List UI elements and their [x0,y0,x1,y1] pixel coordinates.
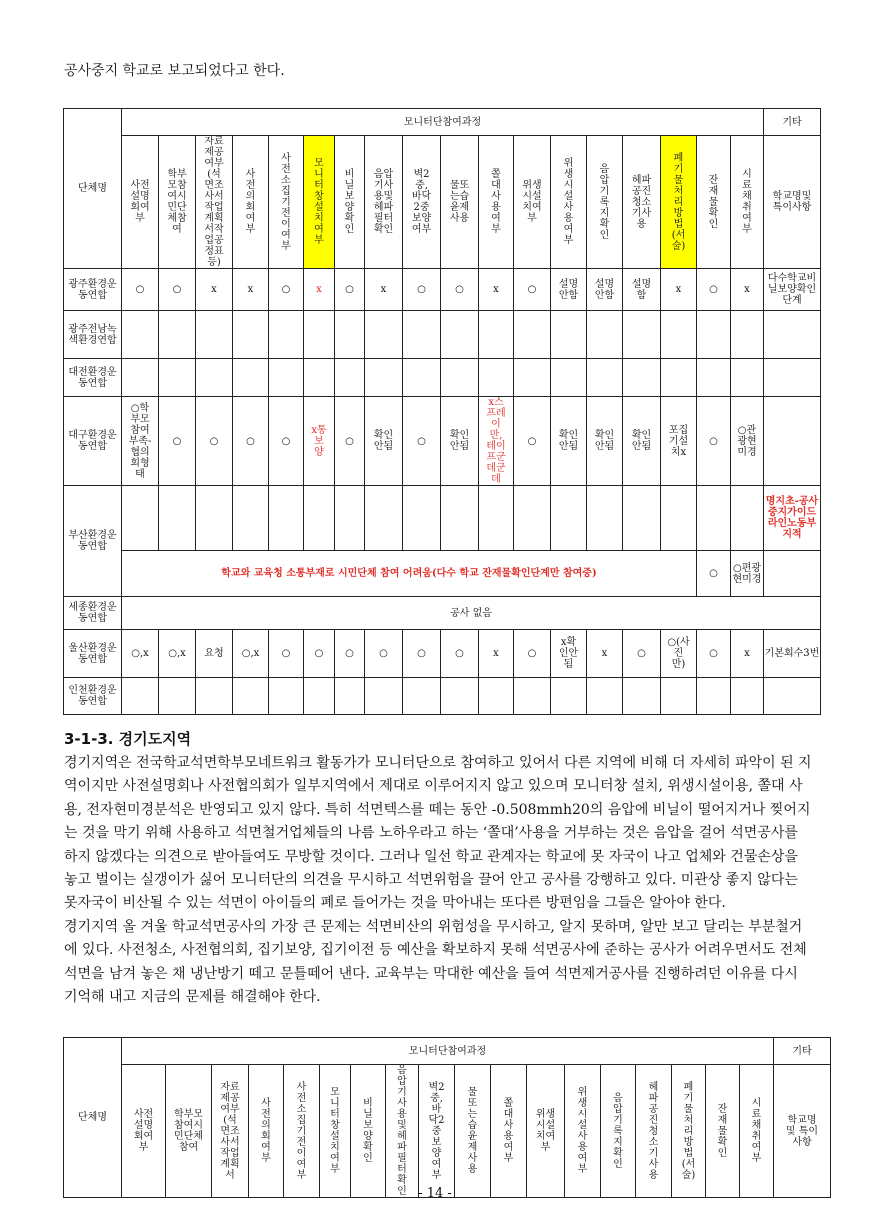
org-cell: 대구환경운동연합 [64,397,122,486]
monitoring-table-2 [63,1037,831,1198]
org-header: 단체명 [64,109,122,269]
group-header: 모니터단참여과정 [122,1038,774,1065]
column-header: 쫄대사용여부 [479,136,514,269]
column-header: 물또는습윤제사용 [441,136,479,269]
cell [764,359,821,397]
cell [159,678,196,715]
cell [196,359,233,397]
cell [551,311,587,359]
column-header: 폐기물처리방법(서술) [672,1065,706,1198]
cell: ○ [233,397,269,486]
column-header: 벽2중,바닥2중보양여부 [419,1065,455,1198]
cell [731,359,764,397]
org-cell: 광주전남녹색환경연합 [64,311,122,359]
cell [441,311,479,359]
cell: x [196,269,233,311]
column-header: 사전소집기전이여부 [269,136,304,269]
column-header: 벽2중,바닥2중보양여부 [403,136,441,269]
cell [587,678,623,715]
cell [365,359,403,397]
cell: ○ [403,630,441,678]
column-header: 음압기사용및헤파필터확인 [365,136,403,269]
column-header: 학부모참여시민단체참여 [166,1065,212,1198]
cell: x통보양 [304,397,335,486]
column-header: 음압기록지확인 [601,1065,636,1198]
cell [551,359,587,397]
cell: 요청 [196,630,233,678]
cell [403,678,441,715]
cell [196,311,233,359]
cell: ○ [196,397,233,486]
cell: ○학부모참여부족-협의회형태 [122,397,159,486]
cell: x [233,269,269,311]
cell [731,678,764,715]
cell: 설명함 [623,269,661,311]
cell: ○ [269,397,304,486]
column-header: 사전의회여부 [249,1065,284,1198]
cell [335,359,365,397]
cell [587,359,623,397]
cell: x확인안됨 [551,630,587,678]
cell [304,678,335,715]
cell [514,359,551,397]
column-header: 음압기사용및헤파필터확인 [386,1065,419,1198]
cell: x [587,630,623,678]
column-header: 비닐보양확인 [351,1065,386,1198]
table-row [64,486,821,551]
table-row [64,630,821,678]
cell [269,311,304,359]
cell [335,678,365,715]
column-header: 자료제공여부(석면조사서작업계획서작업공정표등) [196,136,233,269]
cell [196,678,233,715]
column-header: 학부모참여시민단체참여 [159,136,196,269]
cell [479,678,514,715]
cell [764,311,821,359]
cell [233,678,269,715]
cell [764,397,821,486]
body-text [64,752,814,1009]
group-header: 모니터단참여과정 [122,109,764,136]
column-header: 비닐보양확인 [335,136,365,269]
column-header: 위생시설치여부 [514,136,551,269]
cell [731,311,764,359]
cell: ○ [697,551,731,597]
cell: ○ [514,269,551,311]
cell: x [731,269,764,311]
cell: ○ [159,397,196,486]
cell: 설명안함 [587,269,623,311]
cell: 기본회수3번 [764,630,821,678]
cell [514,311,551,359]
cell: 포집기설치x [661,397,697,486]
org-cell: 광주환경운동연합 [64,269,122,311]
cell: ○ [514,630,551,678]
column-header: 자료제공여부(석면조사서작업계획서 [212,1065,249,1198]
cell: ○ [441,630,479,678]
cell: 확인안됨 [587,397,623,486]
column-header: 위생시설사용여부 [565,1065,601,1198]
other-header: 기타 [764,109,821,136]
cell [233,359,269,397]
paragraph: 경기지역 올 겨울 학교석면공사의 가장 큰 문제는 석면비산의 위험성을 무시하고, 알지 못하며, 알만 보고 달리는 부분철거에 있다. 사전청소, 사전협의회, 집기보양, 집기이전 등 예산을 확보하지 못해 석면공사에 준하는 공사가 어려우면서도 전체 석면을 남겨 놓은 채 냉난방기 떼고 문틀떼어 낸다. 교육부는 막대한 예산을 들여 석면제거공사를 진행하려던 이유를 다시 기억해 내고 지금의 문제를 해결해야 한다. [64,918,807,1006]
column-header: 시료채취여부 [731,136,764,269]
cell: ○편광현미경 [731,551,764,597]
column-header: 폐기물처리방법(서술) [661,136,697,269]
cell [661,678,697,715]
cell [159,311,196,359]
column-header: 쫄대사용여부 [491,1065,527,1198]
cell: ○ [335,397,365,486]
column-header: 사전설명회여부 [122,1065,166,1198]
cell [623,311,661,359]
cell [122,311,159,359]
table-row [64,397,821,486]
cell: x [731,630,764,678]
table-row [64,311,821,359]
cell [697,311,731,359]
cell [233,311,269,359]
org-cell: 울산환경운동연합 [64,630,122,678]
cell: ○ [122,269,159,311]
org-cell: 대전환경운동연합 [64,359,122,397]
column-header: 모니터창설치여부 [320,1065,351,1198]
table-row [64,269,821,311]
cell: 확인안됨 [623,397,661,486]
column-header: 모니터창설치여부 [304,136,335,269]
cell: ○ [335,630,365,678]
cell: ○ [335,269,365,311]
table-row [64,359,821,397]
cell: ○ [403,397,441,486]
cell: ○ [269,630,304,678]
column-header: 사전설명회여부 [122,136,159,269]
cell [697,678,731,715]
cell [441,359,479,397]
cell: ○ [403,269,441,311]
cell: 확인안됨 [551,397,587,486]
cell: x스프레이만,테이프군데군데 [479,397,514,486]
cell [304,311,335,359]
column-header: 물또는습윤제사용 [455,1065,491,1198]
cell [441,678,479,715]
cell [514,678,551,715]
cell: ○관광현미경 [731,397,764,486]
cell: ○,x [122,630,159,678]
merged-note: 공사 없음 [122,597,821,630]
cell: ○,x [233,630,269,678]
column-header: 사전의회여부 [233,136,269,269]
cell [365,311,403,359]
intro-line: 공사중지 학교로 보고되었다고 한다. [64,63,285,79]
column-header: 위생시설치여부 [527,1065,565,1198]
table-row [64,551,821,597]
cell [403,359,441,397]
cell: 설명안함 [551,269,587,311]
cell: ○ [441,269,479,311]
cell [304,359,335,397]
cell [551,678,587,715]
cell [365,678,403,715]
cell: ○ [304,630,335,678]
cell: ○ [365,630,403,678]
cell [122,678,159,715]
cell [335,311,365,359]
column-header: 학교명 및 특이사항 [774,1065,831,1198]
section-title: 3-1-3. 경기도지역 [64,730,192,748]
cell [697,359,731,397]
org-cell: 부산환경운동연합 [64,486,122,597]
column-header: 음압기록지확인 [587,136,623,269]
column-header: 시료채취여부 [740,1065,774,1198]
paragraph: 경기지역은 전국학교석면학부모네트워크 활동가가 모니터단으로 참여하고 있어서 다른 지역에 비해 더 자세히 파악이 된 지역이지만 사전설명회나 사전협의회가 일부지역에서 제대로 이루어지지 않고 있으며 모니터창 설치, 위생시설이용, 쫄대 사용, 전자현미경분석은 반영되고 있지 않다. 특히 석면텍스를 떼는 동안 -0.508mmh20의 음압에 비닐이 떨어지거나 찢어지는 것을 막기 위해 사용하고 석면철거업체들의 나름 노하우라고 하는 ‘쫄대’사용을 거부하는 것은 음압을 걸어 석면공사를 하지 않겠다는 의견으로 받아들여도 무방할 것이다. 그러나 일선 학교 관계자는 학교에 못 자국이 나고 업체와 건물손상을 놓고 벌이는 실갱이가 싫어 모니터단의 의견을 무시하고 석면위험을 끌어 안고 공사를 강행하고 있다. 미관상 좋지 않다는 못자국이 비산될 수 있는 석면이 아이들의 폐로 들어가는 것을 막아내는 또다른 방편임을 그들은 알아야 한다. [64,755,812,912]
table-row [64,678,821,715]
cell: 확인안됨 [441,397,479,486]
cell: x [304,269,335,311]
cell [479,311,514,359]
cell [661,311,697,359]
cell [764,678,821,715]
org-cell: 인천환경운동연합 [64,678,122,715]
cell: ○(사진만) [661,630,697,678]
cell [623,359,661,397]
cell: ○ [697,630,731,678]
cell: ○ [514,397,551,486]
column-header: 잔재물확인 [706,1065,740,1198]
other-header: 기타 [774,1038,831,1065]
cell [661,359,697,397]
column-header: 학교명및특이사항 [764,136,821,269]
column-header: 사전소집기전이여부 [284,1065,320,1198]
cell [269,678,304,715]
cell: x [661,269,697,311]
cell: x [365,269,403,311]
monitoring-table-1 [63,108,821,715]
cell: ○ [623,630,661,678]
cell: ○ [159,269,196,311]
cell [159,359,196,397]
org-header: 단체명 [64,1038,122,1198]
column-header: 잔재물확인 [697,136,731,269]
merged-note: 학교와 교육청 소통부재로 시민단체 참여 어려움(다수 학교 잔재물확인단계만 참여중) [122,551,697,597]
cell: ○,x [159,630,196,678]
cell: x [479,630,514,678]
column-header: 헤파공진청소기사용 [623,136,661,269]
page-number: - 14 - [418,1186,452,1201]
cell: 확인안됨 [365,397,403,486]
cell [479,359,514,397]
cell: ○ [269,269,304,311]
table-row [64,597,821,630]
org-cell: 세종환경운동연합 [64,597,122,630]
cell: ○ [697,269,731,311]
cell [269,359,304,397]
cell [122,359,159,397]
cell [623,678,661,715]
cell [587,311,623,359]
cell: x [479,269,514,311]
cell: 다수학교비닐보양확인단계 [764,269,821,311]
cell: ○ [697,397,731,486]
column-header: 헤파공진청소기사용 [636,1065,672,1198]
column-header: 위생시설사용여부 [551,136,587,269]
cell [403,311,441,359]
note-cell: 명지초-공사중지가이드라인노동부지적 [764,486,821,551]
